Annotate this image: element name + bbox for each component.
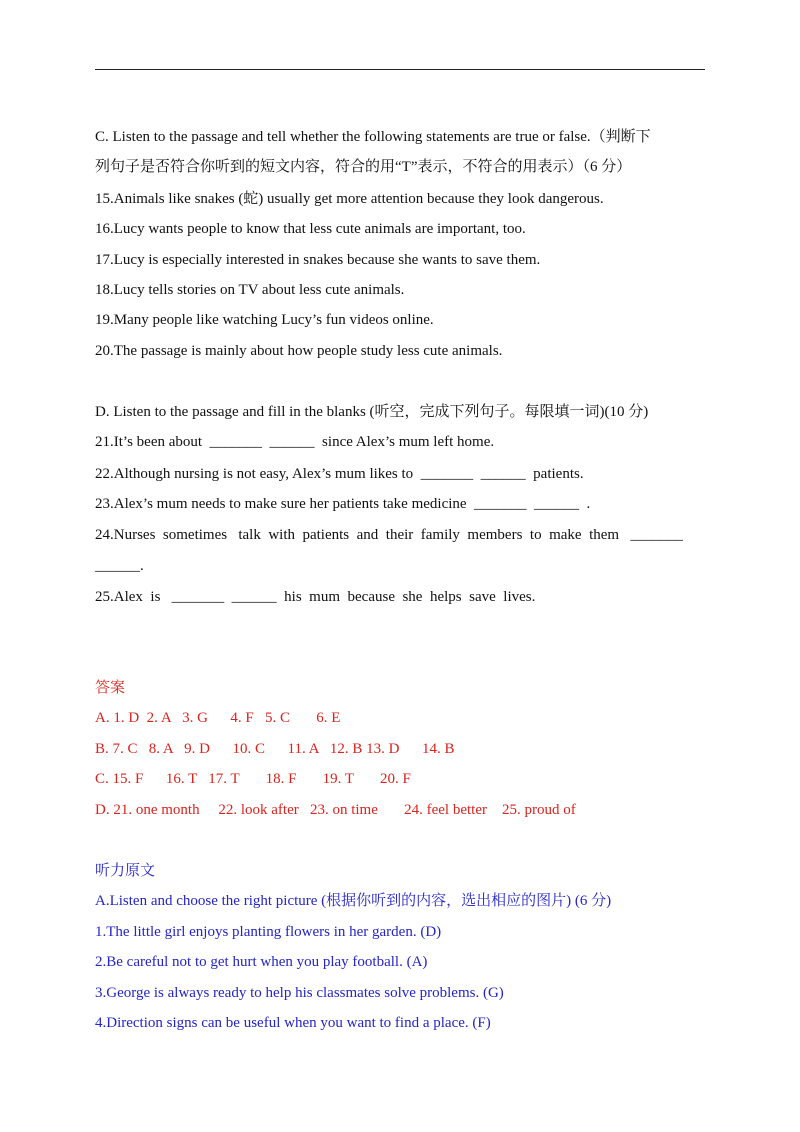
section-d-instruction: D. Listen to the passage and fill in the blanks (听空，完成下列句子。每限填一词)(10 分)	[95, 404, 649, 420]
question-19: 19.Many people like watching Lucy’s fun videos online.	[95, 312, 434, 328]
question-20: 20.The passage is mainly about how people study less cute animals.	[95, 343, 503, 359]
transcript-heading: 听力原文	[95, 863, 156, 879]
question-24-line2: ______.	[95, 558, 144, 574]
question-15: 15.Animals like snakes (蛇) usually get more attention because they look dangerous.	[95, 191, 604, 207]
question-18: 18.Lucy tells stories on TV about less cute animals.	[95, 282, 405, 298]
transcript-line-4: 4.Direction signs can be useful when you want to find a place. (F)	[95, 1015, 491, 1031]
answers-row-d: D. 21. one month 22. look after 23. on time 24. feel better 25. proud of	[95, 802, 576, 818]
question-25: 25.Alex is _______ ______ his mum because she helps save lives.	[95, 589, 536, 605]
question-24-line1: 24.Nurses sometimes talk with patients and their family members to make them _______	[95, 527, 683, 543]
answers-row-b: B. 7. C 8. A 9. D 10. C 11. A 12. B 13. D 14. B	[95, 741, 455, 757]
answers-row-c: C. 15. F 16. T 17. T 18. F 19. T 20. F	[95, 771, 411, 787]
header-rule	[95, 69, 705, 70]
transcript-line-3: 3.George is always ready to help his classmates solve problems. (G)	[95, 985, 504, 1001]
answers-heading: 答案	[95, 680, 126, 696]
question-21: 21.It’s been about _______ ______ since Alex’s mum left home.	[95, 434, 495, 450]
answers-row-a: A. 1. D 2. A 3. G 4. F 5. C 6. E	[95, 710, 341, 726]
question-23: 23.Alex’s mum needs to make sure her patients take medicine _______ ______ .	[95, 496, 591, 512]
section-c-instruction-line1: C. Listen to the passage and tell whether the following statements are true or false.（判断下	[95, 129, 651, 145]
question-17: 17.Lucy is especially interested in snakes because she wants to save them.	[95, 252, 541, 268]
question-22: 22.Although nursing is not easy, Alex’s mum likes to _______ ______ patients.	[95, 466, 584, 482]
transcript-line-1: 1.The little girl enjoys planting flowers in her garden. (D)	[95, 924, 442, 940]
transcript-line-2: 2.Be careful not to get hurt when you play football. (A)	[95, 954, 428, 970]
question-16: 16.Lucy wants people to know that less cute animals are important, too.	[95, 221, 526, 237]
section-c-instruction-line2: 列句子是否符合你听到的短文内容，符合的用“T”表示，不符合的用表示）（6 分）	[95, 159, 632, 175]
transcript-section-a-title: A.Listen and choose the right picture (根据你听到的内容，选出相应的图片) (6 分)	[95, 893, 612, 909]
